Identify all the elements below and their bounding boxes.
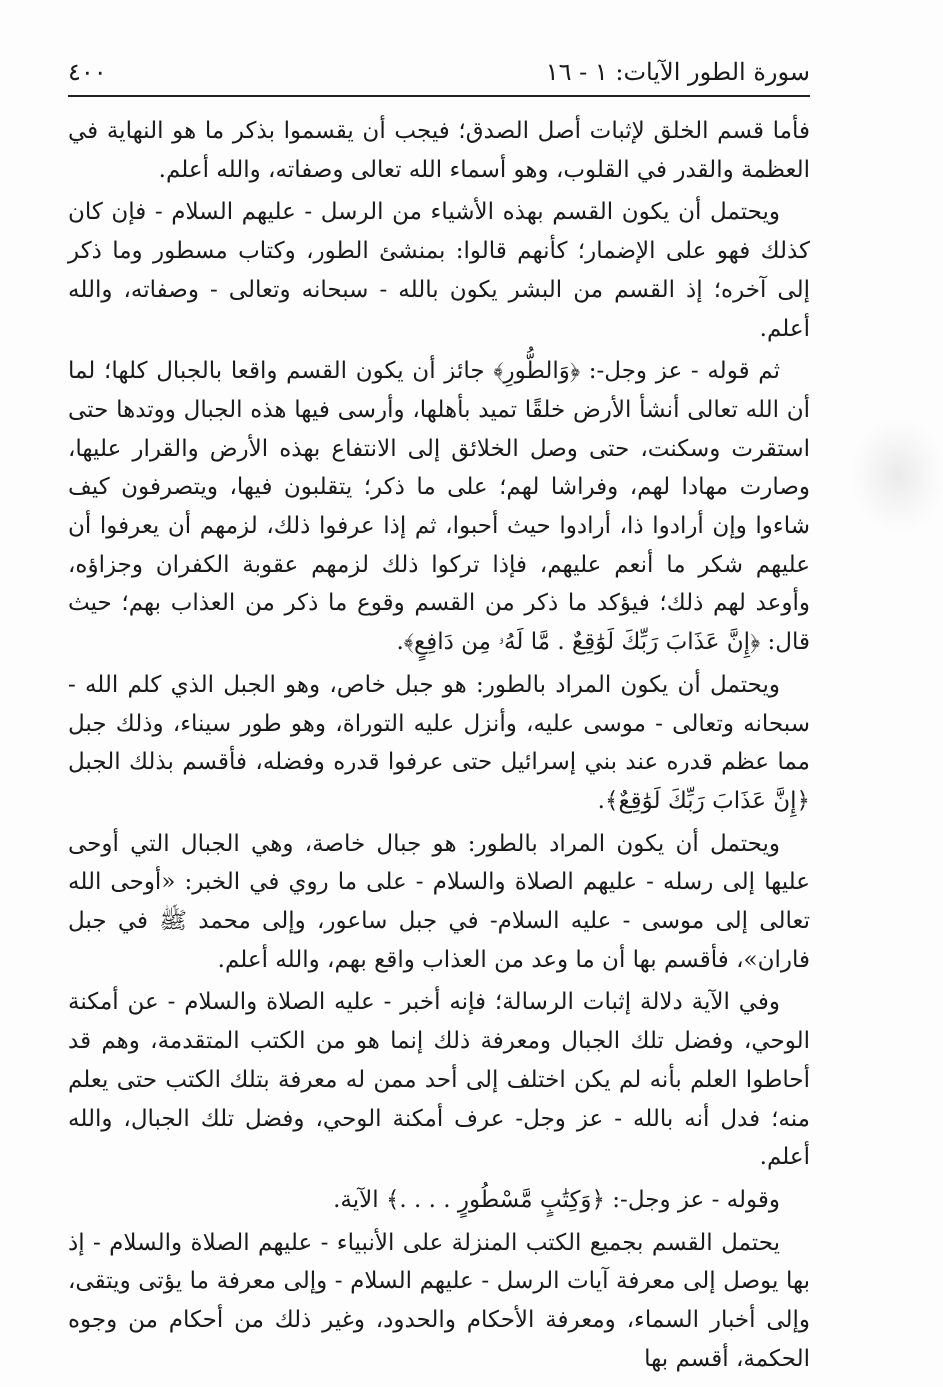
paragraph: وقوله - عز وجل-: ﴿وَكِتَٰبٍ مَّسْطُورٍ . . . .﴾ الآية.: [333, 1186, 780, 1213]
paragraph: ويحتمل أن يكون المراد بالطور: هو جبل خاص، وهو الجبل الذي كلم الله - سبحانه وتعالى - موسى عليه، وأنزل عليه التوراة، وهو طور سيناء، وذلك جبل مما عظم قدره عند بني إسرائيل حتى عرفوا قدره وفضله، فأقسم بذلك الجبل ﴿إِنَّ عَذَابَ رَبِّكَ لَوَٰقِعٌ﴾.: [68, 671, 810, 814]
header-rule: [68, 95, 810, 97]
page-number: ٤٠٠: [68, 58, 107, 86]
paragraph: ثم قوله - عز وجل-: ﴿وَالطُّورِ﴾ جائز أن يكون القسم واقعا بالجبال كلها؛ لما أن الله تعالى أنشأ الأرض خلقًا تميد بأهلها، وأرسى فيها هذه الجبال ووتدها حتى استقرت وسكنت، حتى وصل الخلائق إلى الانتفاع بهذه الأرض والقرار عليها، وصارت مهادا لهم، وفراشا لهم؛ على ما ذكر؛ يتقلبون فيها، ويتصرفون كيف شاءوا وإن أرادوا ذا، أرادوا حيث أحبوا، ثم إذا عرفوا ذلك، لزمهم أن يعرفوا أن عليهم شكر ما أنعم عليهم، فإذا تركوا ذلك لزمهم عقوبة الكفران وجزاؤه، وأوعد لهم ذلك؛ فيؤكد ما ذكر من القسم وقوع ما ذكر من العذاب بهم؛ حيث قال: ﴿إِنَّ عَذَابَ رَبِّكَ لَوَٰقِعٌ . مَّا لَهُۥ مِن دَافِعٍ﴾.: [68, 358, 811, 656]
paragraph: ويحتمل أن يكون المراد بالطور: هو جبال خاصة، وهي الجبال التي أوحى عليها إلى رسله - عليهم الصلاة والسلام - على ما روي في الخبر: «أوحى الله تعالى إلى موسى - عليه السلام- في جبل ساعور، وإلى محمد ﷺ في جبل فاران»، فأقسم بها أن ما وعد من العذاب واقع بهم، والله أعلم.: [68, 830, 810, 973]
paragraph: وفي الآية دلالة إثبات الرسالة؛ فإنه أخبر - عليه الصلاة والسلام - عن أمكنة الوحي، وفضل تلك الجبال ومعرفة ذلك إنما هو من الكتب المتقدمة، وهم قد أحاطوا العلم بأنه لم يكن اختلف إلى أحد ممن له معرفة بتلك الكتب حتى يعلم منه؛ فدل أنه بالله - عز وجل- عرف أمكنة الوحي، وفضل تلك الجبال، والله أعلم.: [68, 989, 810, 1171]
paragraph: يحتمل القسم بجميع الكتب المنزلة على الأنبياء - عليهم الصلاة والسلام - إذ بها يوصل إلى معرفة آيات الرسل - عليهم السلام - وإلى معرفة ما يؤتى ويتقى، وإلى أخبار السماء، ومعرفة الأحكام والحدود، وغير ذلك من أحكام من وجوه الحكمة، أقسم بها: [68, 1229, 810, 1372]
scan-smudge: [853, 420, 943, 530]
running-title: سورة الطور الآيات: ١ - ١٦: [545, 58, 810, 86]
paragraph: ويحتمل أن يكون القسم بهذه الأشياء من الرسل - عليهم السلام - فإن كان كذلك فهو على الإضمار؛ كأنهم قالوا: بمنشئ الطور، وكتاب مسطور وما ذكر إلى آخره؛ إذ القسم من البشر يكون بالله - سبحانه وتعالى - وصفاته، والله أعلم.: [68, 199, 810, 342]
page-body: [68, 112, 810, 1379]
paragraph: فأما قسم الخلق لإثبات أصل الصدق؛ فيجب أن يقسموا بذكر ما هو النهاية في العظمة والقدر في القلوب، وهو أسماء الله تعالى وصفاته، والله أعلم.: [68, 118, 810, 183]
page-header: [68, 52, 810, 92]
